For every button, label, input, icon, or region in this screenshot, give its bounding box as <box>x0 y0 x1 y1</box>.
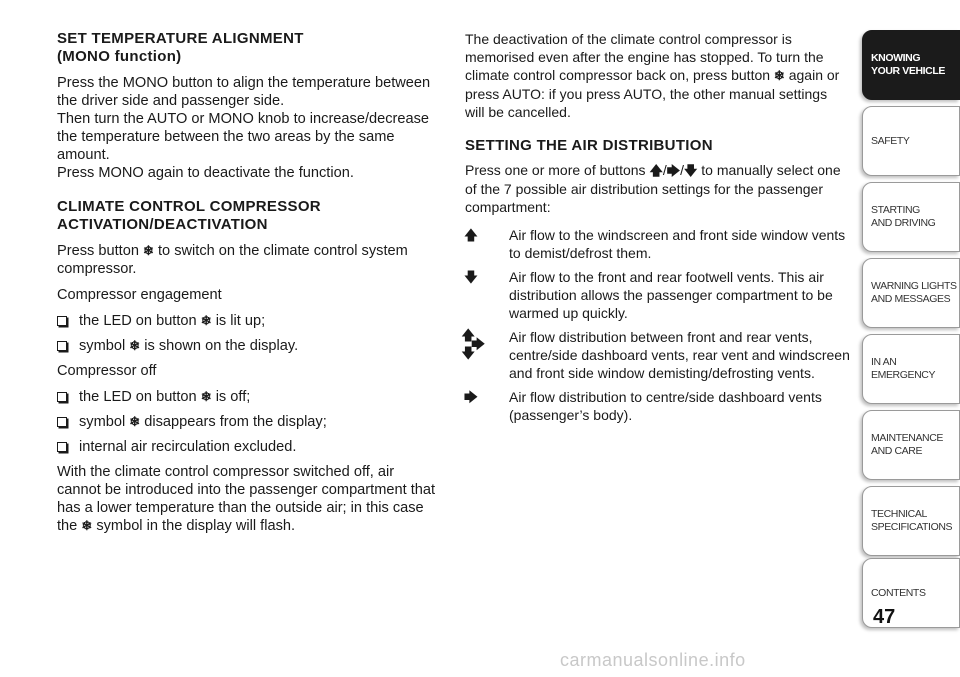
snowflake-icon: ❄ <box>129 338 141 353</box>
arrow-down-icon: 🡇 <box>684 163 698 178</box>
tab-starting-and-driving[interactable]: STARTING AND DRIVING <box>862 182 960 252</box>
engagement-label: Compressor engagement <box>57 287 222 303</box>
list-item: 🡆 Air flow distribution to centre/side dashboard vents (passenger’s body). <box>465 388 850 424</box>
tab-technical-specifications[interactable]: TECHNICAL SPECIFICATIONS <box>862 486 960 556</box>
compressor-heading-1: CLIMATE CONTROL COMPRESSOR <box>57 198 321 215</box>
mono-heading-2: (MONO function) <box>57 48 182 65</box>
list-item: the LED on button ❄ is lit up; <box>57 312 437 330</box>
watermark: carmanualsonline.info <box>560 650 746 670</box>
mono-text-2: Then turn the AUTO or MONO knob to increase/decrease the temperature between the two areas by the same amount. <box>57 111 430 163</box>
list-item: 🡇 Air flow to the front and rear footwell vents. This air distribution allows the passenger compartment to be warmed up quickly. <box>465 268 850 322</box>
snowflake-icon: ❄ <box>200 313 212 328</box>
snowflake-icon: ❄ <box>143 243 154 258</box>
checkbox-bullet-icon <box>57 316 67 326</box>
mono-text-3: Press MONO again to deactivate the function. <box>57 165 354 181</box>
deactivation-text: The deactivation of the climate control compressor is memorised even after the engine has stopped. To turn the climate control compressor back on, press button ❄ again or press AUTO: if you press AUTO, the other manual settings will be cancelled. <box>465 31 840 120</box>
arrow-up-icon: 🡅 <box>463 227 479 243</box>
snowflake-icon: ❄ <box>129 414 141 429</box>
mono-heading-1: SET TEMPERATURE ALIGNMENT <box>57 30 304 47</box>
mono-text-1: Press the MONO button to align the temperature between the driver side and passenger side. <box>57 75 431 109</box>
arrow-combo-icon: 🡅 🡆 🡇 <box>461 327 486 361</box>
list-item: internal air recirculation excluded. <box>57 438 437 456</box>
snowflake-icon: ❄ <box>773 68 785 83</box>
right-column <box>461 30 850 430</box>
page-number: 47 <box>873 606 896 628</box>
snowflake-icon: ❄ <box>200 389 212 404</box>
air-distribution-text: Press one or more of buttons 🡅/🡆/🡇 to manually select one of the 7 possible air distribution settings for the passenger compartment: <box>465 162 841 215</box>
air-distribution-heading: SETTING THE AIR DISTRIBUTION <box>465 137 713 154</box>
tab-warning-lights[interactable]: WARNING LIGHTS AND MESSAGES <box>862 258 960 328</box>
compressor-heading-2: ACTIVATION/DEACTIVATION <box>57 216 268 233</box>
list-item: the LED on button ❄ is off; <box>57 388 437 406</box>
checkbox-bullet-icon <box>57 442 67 452</box>
checkbox-bullet-icon <box>57 392 67 402</box>
arrow-right-icon: 🡆 <box>666 163 681 178</box>
left-column <box>57 30 437 535</box>
snowflake-icon: ❄ <box>81 518 93 533</box>
tab-maintenance-and-care[interactable]: MAINTENANCE AND CARE <box>862 410 960 480</box>
tab-in-an-emergency[interactable]: IN AN EMERGENCY <box>862 334 960 404</box>
tab-knowing-your-vehicle[interactable]: KNOWING YOUR VEHICLE <box>862 30 960 100</box>
final-text: With the climate control compressor switched off, air cannot be introduced into the passenger compartment that has a lower temperature than the outside air; in this case the ❄ symbol in the display will flash. <box>57 464 436 534</box>
off-label: Compressor off <box>57 363 157 379</box>
arrow-up-icon: 🡅 <box>649 163 663 178</box>
checkbox-bullet-icon <box>57 417 67 427</box>
arrow-right-icon: 🡆 <box>463 389 479 405</box>
tab-contents[interactable]: CONTENTS <box>862 558 960 628</box>
tab-safety[interactable]: SAFETY <box>862 106 960 176</box>
list-item: symbol ❄ disappears from the display; <box>57 413 437 431</box>
checkbox-bullet-icon <box>57 341 67 351</box>
list-item: symbol ❄ is shown on the display. <box>57 337 437 355</box>
compressor-text: Press button ❄ to switch on the climate control system compressor. <box>57 243 408 277</box>
list-item: 🡅 Air flow to the windscreen and front side window vents to demist/defrost them. <box>465 226 850 262</box>
chapter-sidebar <box>860 0 960 640</box>
arrow-down-icon: 🡇 <box>463 269 479 285</box>
list-item: 🡅 🡆 🡇 Air flow distribution between front and rear vents, centre/side dashboard vents, rear vent and windscreen and front side window demisting/defrosting vents. <box>465 328 850 382</box>
